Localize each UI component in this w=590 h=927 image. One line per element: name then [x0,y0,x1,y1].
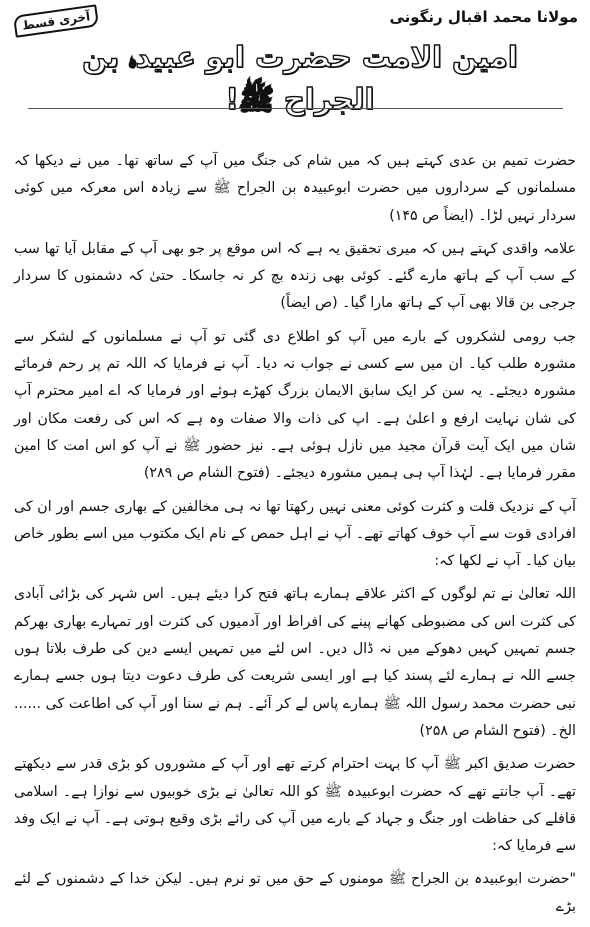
paragraph-7: "حضرت ابوعبیدہ بن الجراح ﷺ مومنوں کے حق میں تو نرم ہیں۔ لیکن خدا کے دشمنوں کے لئے بڑے [14,871,576,915]
installment-badge: آخری قسط [13,4,100,38]
paragraph-2: علامہ واقدی کہتے ہیں کہ میری تحقیق یہ ہے کہ اس موقع پر جو بھی آپ کے مقابل آیا تھا سب کے سب آپ کے ہاتھ مارے گئے۔ کوئی بھی زندہ بچ کر نہ جاسکا۔ حتیٰ کہ دشمنوں کا سردار جرجی بن قالا بھی آپ کے ہاتھ مارا گیا۔ (ص ایضاً) [14,240,576,312]
author-name: مولانا محمد اقبال رنگونی [389,8,578,26]
paragraph-6: حضرت صدیق اکبر ﷺ آپ کا بہت احترام کرتے تھے اور آپ کے مشوروں کو بڑی قدر سے دیکھتے تھے۔ آپ جانتے تھے کہ حضرت ابوعبیدہ ﷺ کو اللہ تعالیٰ نے بڑی خوبیوں سے نوازا ہے۔ اسلامی قافلے کی حفاظت اور جنگ و جہاد کے بارے میں آپ کی رائے بڑی وقیع ہوتی ہے۔ آپ نے ایک وفد سے فرمایا کہ: [14,756,576,855]
paragraph-5-quote: اللہ تعالیٰ نے تم لوگوں کے اکثر علاقے ہمارے ہاتھ فتح کرا دیئے ہیں۔ اس شہر کی بڑائی آبادی کی کثرت اس کی مضبوطی کھانے پینے کی افراط اور آدمیوں کی کثرت اور تمہارے بھاری بھرکم جسم تمہیں کہیں دھوکے میں نہ ڈال دیں۔ اس لئے میں تمہیں ایسے دین کی طرف بلاتا ہوں جسے اللہ نے ہمارے لئے پسند کیا ہے اور ایسی شریعت کی طرف دعوت دیتا ہوں جسے ہمارے نبی حضرت محمد رسول اللہ ﷺ ہمارے پاس لے کر آئے۔ ہم نے سنا اور آپ کی اطاعت کی ...... الخ۔ (فتوح الشام ص ۲۵۸) [14,586,576,739]
paragraph-4: آپ کے نزدیک قلت و کثرت کوئی معنی نہیں رکھتا تھا نہ ہی مخالفین کے بھاری جسم اور ان کی افرادی قوت سے آپ خوف کھاتے تھے۔ آپ نے اہل حمص کے نام ایک مکتوب میں اسے بطور خاص بیان کیا۔ آپ نے لکھا کہ: [14,498,576,570]
paragraph-3: جب رومی لشکروں کے بارے میں آپ کو اطلاع دی گئی تو آپ نے مسلمانوں کے لشکر سے مشورہ طلب کیا۔ ان میں سے کسی نے جواب نہ دیا۔ آپ نے فرمایا کہ اللہ تم پر رحم فرمائے مشورہ دیجئے۔ یہ سن کر ایک سابق الایمان بزرگ کھڑے ہوئے اور فرمایا کہ اے امیر محترم آپ کی شان نہایت ارفع و اعلیٰ ہے۔ اپ کی ذات والا صفات وہ ہے کہ اس کی رفعت مکان اور شان میں ایک آیت قرآن مجید میں نازل ہوئی ہے۔ نیز حضور ﷺ نے آپ کو اس امت کا امین مقرر فرمایا ہے۔ لہٰذا آپ ہی ہمیں مشورہ دیجئے۔ (فتوح الشام ص ۲۸۹) [14,328,576,482]
title-divider [28,108,563,109]
article-body [14,148,576,927]
article-title: امین الامت حضرت ابو عبیدہ بن الجراح ﷺ! [82,40,518,116]
paragraph-1: حضرت تمیم بن عدی کہتے ہیں کہ میں شام کی جنگ میں آپ کے ساتھ تھا۔ میں نے دیکھا کہ مسلمانوں کے سرداروں میں حضرت ابوعبیدہ بن الجراح ﷺ سے زیادہ اس معرکہ میں کوئی سردار نہیں لڑا۔ (ایضاً ص ۱۴۵) [14,153,576,224]
